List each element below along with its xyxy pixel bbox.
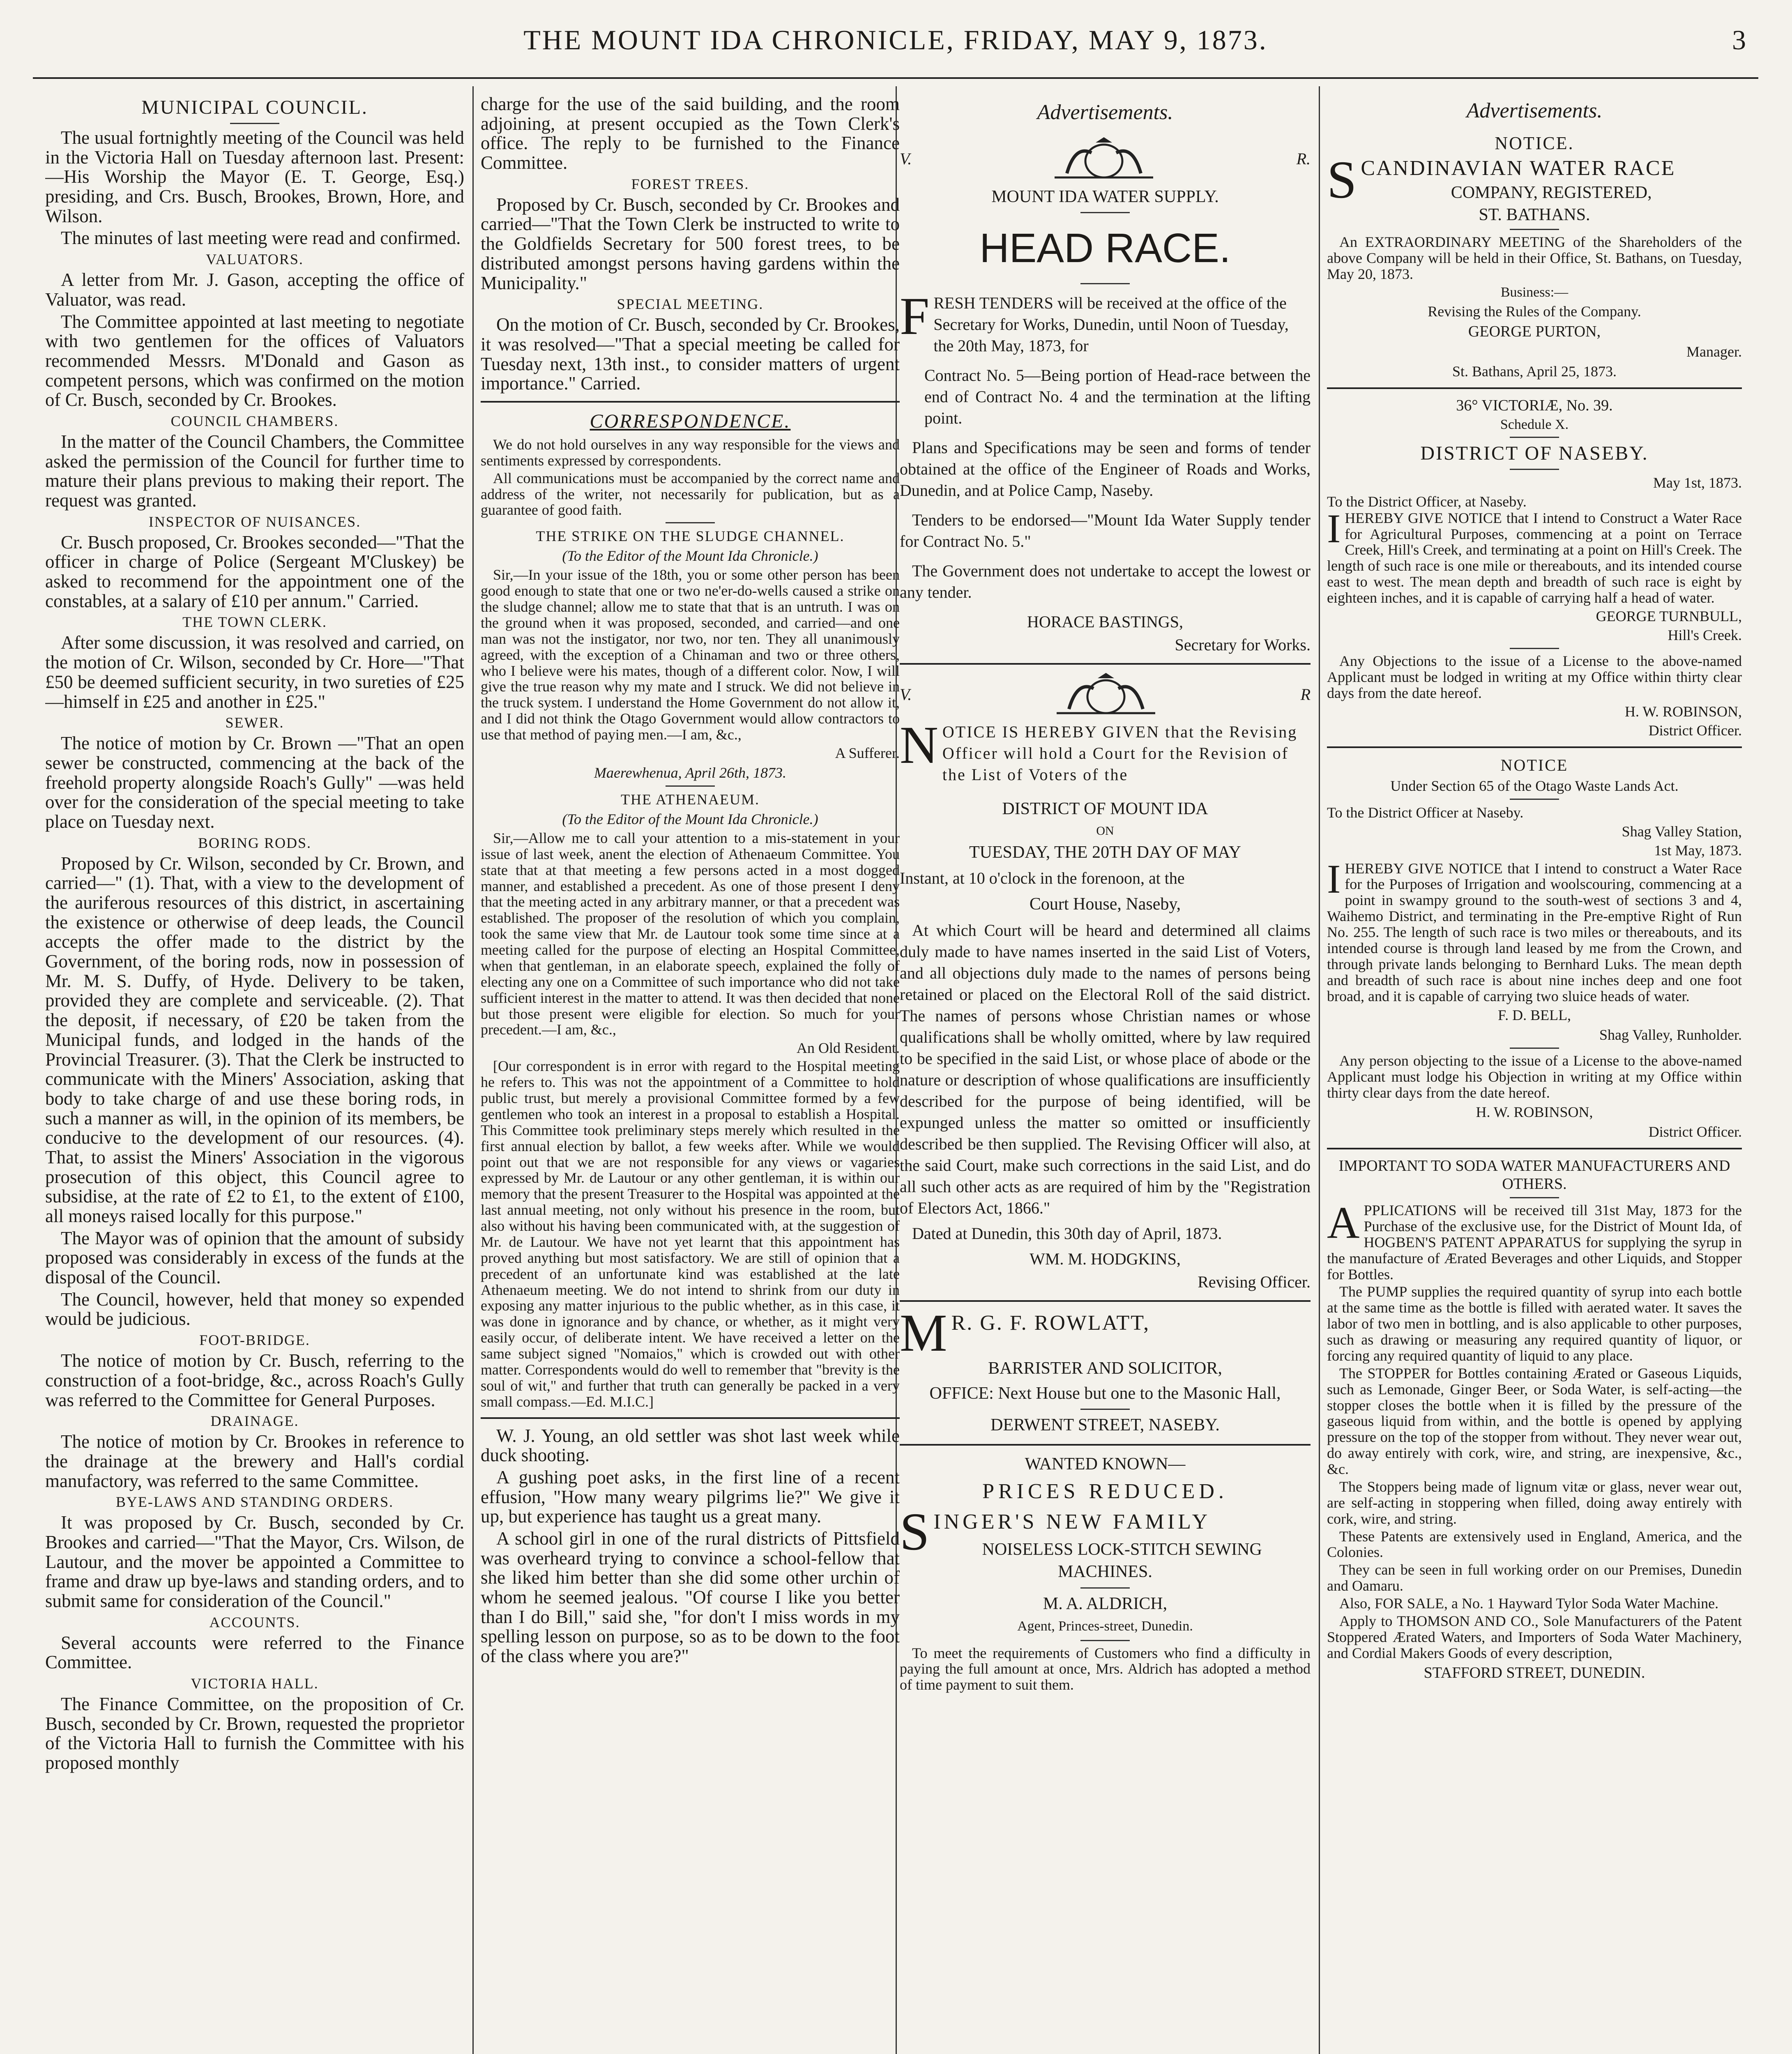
- soda-text: The STOPPER for Bottles containing Ærated or Gaseous Liquids, such as Lemonade, Ginger Beer, or Soda Water, is self-acting—the stopper closes the bottle when it is filled by the pressure of the gaseous liquid from within, and the bottle is opened by applying pressure on the top of the stopper from without. They never wear out, do away entirely with cork, wire, and string, are inexpensive, &c., &c.: [1327, 1365, 1742, 1477]
- editor-note: [Our correspondent is in error with regard to the Hospital meeting he refers to. This was not the appointment of a Committee to hold public trust, but merely a provisional Committee formed by a few gentlemen who took an interest in a proposal to establish a Hospital. This Committee took preliminary steps merely which resulted in the first annual election by ballot, a few weeks after. While we would point out that we are not responsible for any views or vagaries expressed by Mr. de Lautour or any other gentleman, it is within our memory that the present Treasurer to the Hospital was appointed at the last annual meeting, not only without his presence in the room, but also without his having been communicated with, at the suggestion of Mr. de Lautour. We have not yet learnt that this appointment has proved anything but most satisfactory. We are still of opinion that a precedent of an unfortunate kind was established at the late Athenaeum meeting. We do not intend to shrink from our duty in exposing any matter injurious to the public whether, as in this case, it was done in ignorance and by chance, or whether, as it might very easily occur, of deliberate intent. We have received a letter on the same subject signed "Nomaios," which is crowded out with other matter. Correspondents would do well to remember that "brevity is the soul of wit," and further that truth can generally be packed in a very small compass.—Ed. M.I.C.]: [481, 1058, 900, 1410]
- singer-address: Agent, Princes-street, Dunedin.: [1017, 1619, 1193, 1634]
- tender-text: Tenders to be endorsed—"Mount Ida Water Supply tender for Contract No. 5.": [900, 511, 1311, 551]
- divider: [1080, 283, 1130, 284]
- notice-date: TUESDAY, THE 20TH DAY OF MAY: [969, 843, 1241, 862]
- subhead-valuators: VALUATORS.: [206, 251, 304, 268]
- statute-ref: 36° VICTORIÆ, No. 39.: [1456, 396, 1613, 414]
- crest-letter: V.: [900, 685, 912, 704]
- soda-title: IMPORTANT TO SODA WATER MANUFACTURERS AND OTHERS.: [1338, 1157, 1730, 1193]
- naseby-date: May 1st, 1873.: [1653, 474, 1742, 491]
- notice-district: DISTRICT OF MOUNT IDA: [1002, 799, 1208, 819]
- naseby-to: To the District Officer, at Naseby.: [1327, 493, 1527, 510]
- drop-cap: I: [1327, 856, 1341, 902]
- divider: [1327, 746, 1742, 748]
- notice-dated: Dated at Dunedin, this 30th day of April, 1873.: [912, 1224, 1222, 1243]
- objection-text: Any Objections to the issue of a License to the above-named Applicant must be lodged in writing at my Office within thirty clear days from the date hereof.: [1327, 652, 1742, 701]
- boring-text: The Mayor was of opinion that the amount of subsidy proposed was considerably in excess of the funds at the disposal of the Council.: [45, 1227, 464, 1288]
- notice-place: Court House, Naseby,: [1029, 895, 1181, 914]
- boring-text: Proposed by Cr. Wilson, seconded by Cr. Brown, and carried—" (1). That, with a view to the development of the auriferous resources of this district, in ascertaining the existence or otherwise of deep leads, the Council accepts the offer made to the district by the Government, of the boring rods, now in possession of Mr. M. S. Duffy, of Hyde. Delivery to be taken, provided they are complete and serviceable. (2). That the deposit, if necessary, of £20 be taken from the Municipal funds, and lodged in the hands of the Provincial Treasurer. (3). That the Clerk be instructed to communicate with the Miners' Association, asking that body to take charge of and use these boring rods, in such a manner as will, in the opinion of its members, be conducive to the development of our resources. (4). That, to assist the Miners' Association in the vigorous prosecution of this object, this Council agree to subsidise, at the rate of £2 to £1, to the extent of £100, all moneys raised locally for this purpose.": [45, 853, 464, 1226]
- valuators-text: The Committee appointed at last meeting to negotiate with two gentlemen for the offices of Valuators recommended Messrs. M'Donald and Gason as competent persons, which was confirmed on the motion of Cr. Busch, seconded by Cr. Brookes.: [45, 311, 464, 410]
- royal-crest: [900, 672, 1311, 717]
- tender-signature-title: Secretary for Works.: [1175, 636, 1311, 654]
- divider: [1510, 437, 1559, 438]
- column-3: [900, 94, 1311, 2054]
- special-text: On the motion of Cr. Busch, seconded by Cr. Brookes, it was resolved—"That a special meeting be called for Tuesday next, 13th inst., to consider matters of urgent importance." Carried.: [481, 314, 900, 394]
- company-place: ST. BATHANS.: [1479, 205, 1590, 224]
- officer-signature: H. W. ROBINSON,: [1624, 703, 1742, 720]
- bell-date: 1st May, 1873.: [1654, 842, 1742, 859]
- subhead-hall: VICTORIA HALL.: [191, 1675, 319, 1692]
- council-minutes: The minutes of last meeting were read and confirmed.: [61, 228, 461, 249]
- rowlatt-title: BARRISTER AND SOLICITOR,: [988, 1359, 1222, 1378]
- tender-notice: [900, 287, 1311, 357]
- company-name: CANDINAVIAN WATER RACE: [1361, 157, 1676, 180]
- subhead-trees: FOREST TREES.: [631, 175, 749, 192]
- column-4: [1327, 94, 1742, 2054]
- subhead-special: SPECIAL MEETING.: [617, 296, 764, 313]
- advertisements-title: Advertisements.: [1037, 101, 1173, 124]
- divider: [1510, 1048, 1559, 1049]
- drop-cap: A: [1327, 1197, 1360, 1248]
- soda-text: Apply to THOMSON AND CO., Sole Manufacturers of the Patent Stoppered Ærated Waters, and Importers of Soda Water Machinery, and Cordial Makers Goods of every description,: [1327, 1612, 1742, 1661]
- subhead-inspector: INSPECTOR OF NUISANCES.: [148, 513, 361, 530]
- tender-signature: HORACE BASTINGS,: [1027, 613, 1184, 631]
- correspondence-title: CORRESPONDENCE.: [590, 410, 791, 432]
- company-registered: COMPANY, REGISTERED,: [1451, 183, 1652, 202]
- council-title: MUNICIPAL COUNCIL.: [141, 97, 368, 118]
- rowlatt-name: R. G. F. ROWLATT,: [951, 1311, 1150, 1335]
- news-paragraph: A school girl in one of the rural districts of Pittsfield was overheard trying to convince a school-fellow that she liked him better than she did some other urchin of whom he seemed jealous. "Of course I like you better than I do Bill," said she, "for don't I miss words in my spelling lesson on purpose, so as to be down to the foot of the class where you are?": [481, 1528, 900, 1667]
- divider: [1510, 799, 1559, 800]
- divider: [1080, 1640, 1130, 1641]
- hall-text: The Finance Committee, on the proposition of Cr. Busch, seconded by Cr. Brown, requested the proprietor of the Victoria Hall to furnish the Committee with his proposed monthly: [45, 1694, 464, 1773]
- sewer-text: The notice of motion by Cr. Brown —"That an open sewer be constructed, commencing at the back of the freehold property alongside Roach's Gully" —was held over for the consideration of the special meeting to take place on Tuesday next.: [45, 733, 464, 832]
- strike-title: THE STRIKE ON THE SLUDGE CHANNEL.: [536, 528, 845, 545]
- meeting-date: St. Bathans, April 25, 1873.: [1452, 363, 1617, 380]
- divider: [900, 1444, 1311, 1446]
- masthead: [33, 7, 1758, 79]
- bell-place: Shag Valley Station,: [1622, 823, 1742, 840]
- turnbull-notice: [1327, 505, 1742, 606]
- page-number: 3: [1732, 24, 1746, 55]
- prices-reduced: PRICES REDUCED.: [982, 1480, 1228, 1504]
- naseby-district: DISTRICT OF NASEBY.: [1420, 442, 1649, 464]
- notice-heading: NOTICE.: [1495, 133, 1574, 153]
- notice-text: OTICE IS HEREBY GIVEN that the Revising Officer will hold a Court for the Revision of the List of Voters of the: [942, 723, 1298, 784]
- soda-ad: [1327, 1197, 1742, 1283]
- soda-address: STAFFORD STREET, DUNEDIN.: [1423, 1664, 1645, 1681]
- divider: [1510, 648, 1559, 649]
- officer-title: District Officer.: [1648, 1124, 1742, 1140]
- singer-title: INGER'S NEW FAMILY: [933, 1510, 1211, 1534]
- boring-text: The Council, however, held that money so expended would be judicious.: [45, 1289, 464, 1329]
- rowlatt-office: OFFICE: Next House but one to the Masonic Hall,: [929, 1384, 1281, 1403]
- valuators-text: A letter from Mr. J. Gason, accepting the office of Valuator, was read.: [45, 269, 464, 310]
- to-editor-line: (To the Editor of the Mount Ida Chronicle.): [562, 548, 818, 564]
- notice-text: Instant, at 10 o'clock in the forenoon, at the: [900, 869, 1185, 888]
- objection-text: Any person objecting to the issue of a License to the above-named Applicant must lodge his Objection in writing at my Office within thirty clear days from the date hereof.: [1327, 1052, 1742, 1101]
- trees-text: Proposed by Cr. Busch, seconded by Cr. Brookes and carried—"That the Town Clerk be instructed to write to the Goldfields Secretary for 500 forest trees, to be distributed amongst persons having gardens within the Municipality.": [481, 194, 900, 293]
- divider: [1080, 1587, 1130, 1589]
- drop-cap: I: [1327, 505, 1341, 551]
- inspector-text: Cr. Busch proposed, Cr. Brookes seconded—"That the officer in charge of Police (Sergeant M'Cluskey) be asked to recommend for the appointment one of the constables, at a salary of £10 per annum." Carried.: [45, 532, 464, 611]
- disclaimer: We do not hold ourselves in any way responsible for the views and sentiments expressed by correspondents.: [481, 436, 900, 469]
- notice-text: At which Court will be heard and determined all claims duly made to have names inserted in the said List of Voters, and all objections duly made to the names of persons being retained or placed on the Electoral Roll of the said district. The names of persons whose Christian names or whose qualifications shall be wholly omitted, where by law required to be specified in the said List, or whose place of abode or the nature or description of whose qualifications are insufficiently described for the purpose of being identified, will be expunged unless the matter so omitted or insufficiently described be then supplied. The Revising Officer will also, at the said Court, make such corrections in the said List, and do all such other acts as are required of him by the "Registration of Electors Act, 1866.": [900, 921, 1311, 1217]
- drop-cap: N: [900, 716, 938, 775]
- manager-title: Manager.: [1686, 343, 1742, 360]
- subhead-accounts: ACCOUNTS.: [209, 1614, 300, 1630]
- divider: [481, 401, 900, 403]
- drop-cap: F: [900, 287, 930, 346]
- business-label: Business:—: [1500, 284, 1569, 300]
- turnbull-text: HEREBY GIVE NOTICE that I intend to Construct a Water Race for Agricultural Purposes, commencing at a point on Terrace Creek, Hill's Creek, and terminating at a point on Hill's Creek. The length of such race is one mile or thereabouts, and its intended course east to west. The mean depth and breadth of such race is eight by eighteen inches, and it is capable of carrying half a head of water.: [1327, 509, 1742, 606]
- drop-cap: S: [900, 1502, 930, 1561]
- meeting-text: An EXTRAORDINARY MEETING of the Shareholders of the above Company will be held in their Office, St. Bathans, on Tuesday, May 20, 1873.: [1327, 234, 1742, 282]
- business-text: Revising the Rules of the Company.: [1428, 303, 1641, 320]
- rowlatt-street: DERWENT STREET, NASEBY.: [990, 1416, 1220, 1435]
- turnbull-place: Hill's Creek.: [1668, 626, 1742, 643]
- hall-continued: charge for the use of the said building, and the room adjoining, at present occupied as the Town Clerk's office. The reply to be furnished to the Finance Committee.: [481, 94, 900, 173]
- divider: [481, 1417, 900, 1419]
- bell-to: To the District Officer at Naseby.: [1327, 804, 1524, 821]
- subhead-drainage: DRAINAGE.: [210, 1413, 299, 1430]
- divider: [1510, 469, 1559, 470]
- divider: [666, 785, 715, 787]
- news-paragraph: W. J. Young, an old settler was shot last week while duck shooting.: [481, 1425, 900, 1466]
- divider: [1080, 212, 1130, 213]
- divider: [1080, 1409, 1130, 1410]
- divider: [1510, 1197, 1559, 1198]
- turnbull-signature: GEORGE TURNBULL,: [1596, 608, 1742, 624]
- drop-cap: M: [900, 1303, 947, 1363]
- soda-text: These Patents are extensively used in England, America, and the Colonies.: [1327, 1528, 1742, 1561]
- singer-agent: M. A. ALDRICH,: [1043, 1594, 1168, 1613]
- tender-text: Contract No. 5—Being portion of Head-race between the end of Contract No. 4 and the termination at the lifting point.: [924, 366, 1311, 428]
- athenaeum-signature: An Old Resident.: [797, 1040, 900, 1057]
- to-editor-line: (To the Editor of the Mount Ida Chronicle.): [562, 811, 818, 827]
- water-supply-title: MOUNT IDA WATER SUPPLY.: [991, 187, 1219, 206]
- divider: [900, 1300, 1311, 1302]
- column-2: [481, 94, 900, 2054]
- soda-text: The Stoppers being made of lignum vitæ or glass, never wear out, are self-acting in stoppering when filled, doing away entirely with cork, wire, and string.: [1327, 1478, 1742, 1527]
- news-paragraph: A gushing poet asks, in the first line of a recent effusion, "How many weary pilgrims lie?" We give it up, but experience has taught us a great many.: [481, 1467, 900, 1527]
- notice-act: Under Section 65 of the Otago Waste Lands Act.: [1390, 777, 1679, 794]
- masthead-title: THE MOUNT IDA CHRONICLE, FRIDAY, MAY 9, 1873.: [523, 24, 1268, 55]
- bell-text: HEREBY GIVE NOTICE that I intend to construct a Water Race for the Purposes of Irrigation and woolscouring, commencing at a point in swampy ground to the south-west of sections 3 and 4, Waihemo District, and terminating in the Pre-emptive Right of Run No. 255. The length of such race is two miles or thereabouts, and its intended course is through land leased by me from the Crown, and through private lands belonging to Bernhard Luks. The mean depth and breadth of such race is about nine inches deep and one foot broad, and it is capable of carrying two sluice heads of water.: [1327, 860, 1742, 1004]
- crest-letter: R.: [1296, 149, 1311, 168]
- notice-on: ON: [1096, 824, 1114, 838]
- soda-text: PPLICATIONS will be received till 31st May, 1873 for the Purchase of the exclusive use, for the District of Mount Ida, of HOGBEN'S PATENT APPARATUS for supplying the syrup in the manufacture of Ærated Beverages and other Liquids, and Stopper for Bottles.: [1327, 1202, 1742, 1283]
- divider: [1327, 1148, 1742, 1149]
- officer-title: District Officer.: [1648, 722, 1742, 739]
- royal-crest: [900, 136, 1311, 182]
- tender-text: The Government does not undertake to accept the lowest or any tender.: [900, 562, 1311, 602]
- manager-name: GEORGE PURTON,: [1468, 322, 1601, 340]
- subhead-clerk: THE TOWN CLERK.: [182, 614, 327, 631]
- soda-text: They can be seen in full working order on our Premises, Dunedin and Oamaru.: [1327, 1561, 1742, 1594]
- strike-letter: Sir,—In your issue of the 18th, you or some other person has been good enough to state that one or two ne'er-do-wells caused a strike on the sludge channel; allow me to state that that is an untruth. I was on the ground when it was proposed, seconded, and carried—and one man was not the instigator, nor two, nor ten. They all unanimously agreed, with the exception of a Chinaman and two or three others, who I believe were his mates, though of a different color. Now, I will give the true reason why my mate and I struck. We did not believe in the truck system. I understand the Home Government do not allow it, and I did not think the Otago Government would allow contractors to use that method of paying men.—I am, &c.,: [481, 566, 900, 743]
- schedule-ref: Schedule X.: [1500, 417, 1569, 432]
- divider: [900, 663, 1311, 665]
- subhead-footbridge: FOOT-BRIDGE.: [199, 1332, 310, 1349]
- head-race-title: HEAD RACE.: [979, 225, 1231, 272]
- subhead-bylaws: BYE-LAWS AND STANDING ORDERS.: [115, 1494, 394, 1511]
- divider: [666, 522, 715, 523]
- divider: [1327, 387, 1742, 389]
- revision-notice: [900, 716, 1311, 785]
- clerk-text: After some discussion, it was resolved and carried, on the motion of Cr. Wilson, seconded by Cr. Hore—"That £50 be deemed sufficient security, in two sureties of £25—himself in £25 and another in £25.": [45, 632, 464, 712]
- footbridge-text: The notice of motion by Cr. Busch, referring to the construction of a foot-bridge, &c., across Roach's Gully was referred to the Committee for General Purposes.: [45, 1350, 464, 1410]
- drop-cap: S: [1327, 150, 1357, 210]
- rowlatt-ad: [900, 1303, 1311, 1363]
- bell-signature: F. D. BELL,: [1497, 1007, 1571, 1024]
- soda-text: Also, FOR SALE, a No. 1 Hayward Tylor Soda Water Machine.: [1339, 1595, 1719, 1612]
- notice-heading: NOTICE: [1500, 755, 1569, 774]
- singer-text: To meet the requirements of Customers who find a difficulty in paying the full amount at once, Mrs. Aldrich has adopted a method of time payment to suit them.: [900, 1644, 1311, 1693]
- subhead-chambers: COUNCIL CHAMBERS.: [170, 412, 339, 429]
- subhead-sewer: SEWER.: [225, 714, 284, 731]
- tender-text: RESH TENDERS will be received at the office of the Secretary for Works, Dunedin, until Noon of Tuesday, the 20th May, 1873, for: [933, 294, 1289, 355]
- crest-icon: [1044, 672, 1168, 717]
- notice-signature: WM. M. HODGKINS,: [1030, 1249, 1181, 1268]
- wanted-known: WANTED KNOWN—: [1025, 1454, 1186, 1474]
- column-1: [45, 94, 464, 2054]
- advertisements-title: Advertisements.: [1466, 99, 1603, 122]
- subhead-boring: BORING RODS.: [198, 834, 312, 851]
- singer-machines: NOISELESS LOCK-STITCH SEWING MACHINES.: [982, 1540, 1262, 1582]
- soda-text: The PUMP supplies the required quantity of syrup into each bottle at the same time as the bottle is filled with aerated water. It saves the labor of two men in bottling, and is also applicable to other purposes, such as drawing or measuring any required quantity of liquor, or forcing any required quantity of liquid to any place.: [1327, 1283, 1742, 1364]
- crest-icon: [1042, 136, 1165, 182]
- bell-notice: [1327, 856, 1742, 1004]
- strike-place: Maerewhenua, April 26th, 1873.: [594, 764, 786, 781]
- column-divider: [1319, 86, 1320, 2054]
- column-divider: [472, 86, 474, 2054]
- chambers-text: In the matter of the Council Chambers, the Committee asked the permission of the Council for further time to mature their plans previous to making their report. The request was granted.: [45, 431, 464, 511]
- crest-letter: R: [1300, 685, 1311, 704]
- drainage-text: The notice of motion by Cr. Brookes in reference to the drainage at the brewery and Hall's cordial manufactory, was referred to the same Committee.: [45, 1431, 464, 1491]
- council-intro: The usual fortnightly meeting of the Council was held in the Victoria Hall on Tuesday afternoon last. Present:—His Worship the Mayor (E. T. George, Esq.) presiding, and Crs. Busch, Brookes, Brown, Hore, and Wilson.: [45, 127, 464, 226]
- divider: [1510, 229, 1559, 230]
- disclaimer: All communications must be accompanied by the correct name and address of the writer, not necessarily for publication, but as a guarantee of good faith.: [481, 470, 900, 518]
- bell-title: Shag Valley, Runholder.: [1599, 1027, 1742, 1043]
- strike-signature: A Sufferer.: [835, 744, 900, 761]
- crest-letter: V.: [900, 149, 912, 168]
- athenaeum-title: THE ATHENAEUM.: [621, 791, 760, 808]
- athenaeum-letter: Sir,—Allow me to call your attention to a mis-statement in your issue of last week, anent the election of Athenaeum Committee. You state that at that meeting a few persons acted in a most dogged manner, and established a precedent. As one of those present I deny that the meeting acted in any arbitrary manner, or that a precedent was established. The proposer of the resolution of which you complain, took the same view that Mr. de Lautour took some time since at a meeting called for the purpose of electing an Hospital Committee, when that gentleman, in an elaborate speech, explained the folly of electing any one on a Committee of such importance who did not take sufficient interest in the matter to attend. It was then decided that none but those present were eligible for election. So much for your precedent.—I am, &c.,: [481, 829, 900, 1038]
- officer-signature: H. W. ROBINSON,: [1476, 1104, 1593, 1120]
- accounts-text: Several accounts were referred to the Finance Committee.: [45, 1632, 464, 1673]
- tender-text: Plans and Specifications may be seen and forms of tender obtained at the office of the Engineer of Roads and Works, Dunedin, and at Police Camp, Naseby.: [900, 438, 1311, 500]
- bylaws-text: It was proposed by Cr. Busch, seconded by Cr. Brookes and carried—"That the Mayor, Crs. Wilson, de Lautour, and the mover be appointed a Committee to frame and draw up bye-laws and standing orders, and to submit same for consideration of the Council.": [45, 1512, 464, 1611]
- divider: [230, 123, 279, 124]
- notice-signature-title: Revising Officer.: [1198, 1272, 1311, 1291]
